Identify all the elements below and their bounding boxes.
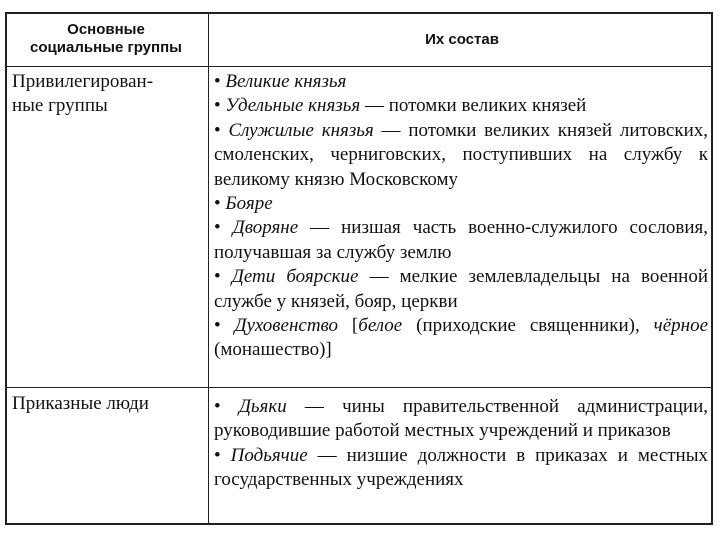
definition: — мелкие землевладельцы на военной службе у князей, бояр, церкви [214,266,709,312]
definition: — низшая часть военно-служилого сословия, получавшая за службу землю [214,217,708,263]
term: Великие князья [225,71,347,92]
list-item: • Дворяне — низшая часть военно-служилого сословия, получавшая за службу землю [214,217,708,263]
term: Дворяне [232,217,299,239]
bracket-open: [ [338,315,359,337]
black-clergy-note: (монашество)] [214,339,332,361]
term: Удельные князья [225,95,361,117]
list-item: • Служилые князья — потомки великих князей литовских, смоленских, черниговских, поступивших на службу к великому князю Московскому [214,119,709,190]
header-groups-line1: Основные [67,21,145,38]
definition: — низшие должности в приказах и местных государственных учреждениях [214,444,708,491]
group-officials [12,392,202,416]
term: Дьяки [238,396,287,417]
header-groups [11,21,201,57]
group-privileged-line1: Привилегирован- [12,71,154,92]
header-divider [7,66,711,67]
term-white-clergy: белое [358,315,403,337]
header-groups-line2: социальные группы [30,39,182,56]
list-item: • Дети боярские — мелкие землевладельцы на военной службе у князей, бояр, церкви [214,266,709,312]
social-groups-table [5,12,713,525]
header-composition: Их состав [425,31,499,48]
term: Бояре [225,193,273,215]
officials-composition [214,395,708,493]
definition: — потомки великих князей литовских, смоленских, черниговских, поступивших на службу к великому князю Московскому [214,119,709,190]
group-privileged-line2: ные группы [12,95,108,116]
list-item: • Дьяки — чины правительственной администрации, руководившие работой местных учреждений и приказов [214,396,708,442]
white-clergy-note: (приходские священники), [402,315,654,337]
privileged-composition [214,70,708,363]
group-privileged [12,70,202,118]
list-item: • Удельные князья — потомки великих князей [214,95,587,117]
term-black-clergy: чёрное [653,315,709,337]
column-divider [208,14,209,523]
list-item: • Подьячие — низшие должности в приказах и местных государственных учреждениях [214,444,708,491]
row-divider [7,387,711,388]
definition: — потомки великих князей [360,95,587,117]
list-item: • Великие князья [214,71,347,92]
definition: — чины правительственной администрации, руководившие работой местных учреждений и приказов [214,396,708,442]
list-item-clergy: • Духовенство [белое (приходские священники), чёрное (монашество)] [214,315,709,361]
group-officials-line1: Приказные люди [12,393,149,414]
list-item: • Бояре [214,193,273,215]
term: Подьячие [230,444,308,466]
term: Духовенство [234,315,339,337]
term: Служилые князья [228,119,374,141]
term: Дети боярские [231,266,359,288]
